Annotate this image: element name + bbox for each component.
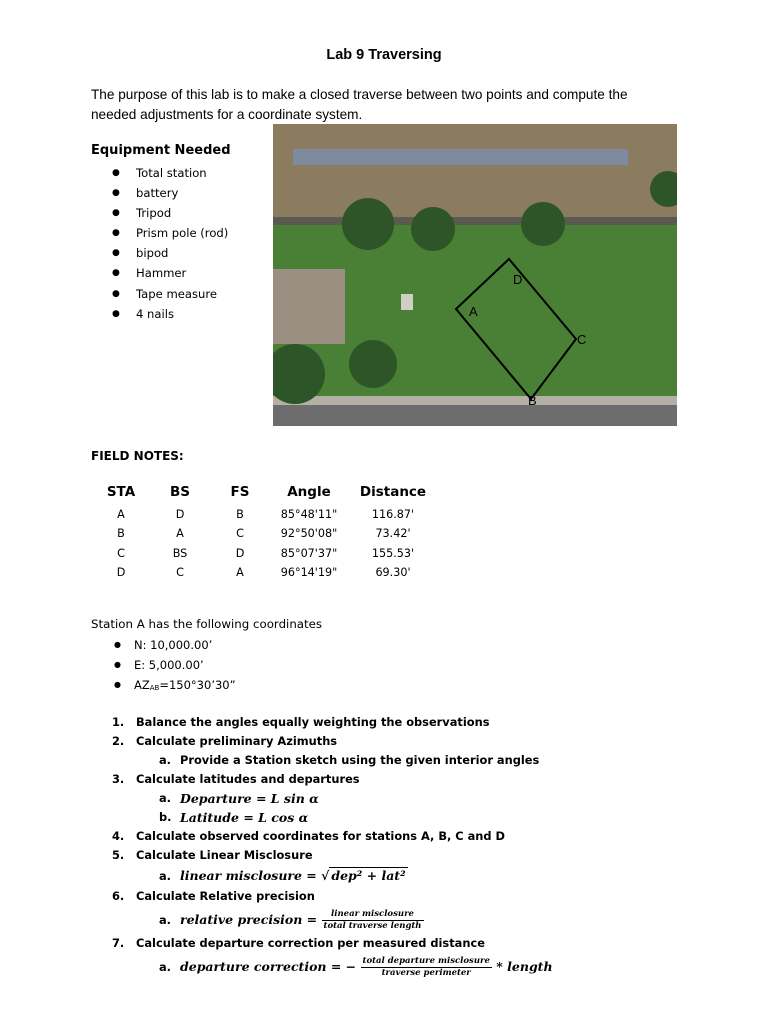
equipment-item: ● bipod — [112, 243, 228, 263]
table-cell: C — [236, 527, 244, 541]
formula-radicand: dep² + lat² — [331, 868, 406, 883]
field-notes-table — [92, 479, 438, 582]
table-cell: B — [236, 508, 244, 522]
small-building — [273, 269, 345, 344]
table-row — [92, 505, 438, 524]
table-row — [92, 524, 438, 543]
table-cell: 85°07'37" — [280, 546, 338, 560]
step-text: Balance the angles equally weighting the observations — [136, 715, 490, 729]
station-label-a: A — [469, 304, 478, 319]
equipment-item: ● battery — [112, 183, 228, 203]
table-cell: BS — [172, 546, 188, 560]
equipment-list — [112, 163, 228, 324]
fraction — [361, 956, 492, 979]
departure-correction-formula — [180, 953, 553, 981]
fraction-denominator: total traverse length — [323, 921, 422, 931]
table-cell: 69.30' — [375, 566, 411, 580]
station-label-d: D — [513, 272, 523, 287]
table-cell: C — [176, 566, 184, 580]
tree — [411, 207, 455, 251]
table-cell: C — [117, 546, 125, 560]
equipment-item: ● Prism pole (rod) — [112, 223, 228, 243]
step-text: Calculate departure correction per measured distance — [136, 936, 485, 950]
step-number: 2. — [112, 734, 125, 748]
coordinate-northing: ● N: 10,000.00’ — [114, 635, 236, 655]
step-number: 1. — [112, 715, 125, 729]
relative-precision-formula — [180, 906, 424, 934]
table-cell: D — [175, 508, 185, 522]
step-number: 7. — [112, 936, 125, 950]
step-text: Calculate latitudes and departures — [136, 772, 360, 786]
tree — [349, 340, 397, 388]
step-text: Calculate Relative precision — [136, 889, 315, 903]
table-cell: B — [117, 527, 125, 541]
intro-paragraph: The purpose of this lab is to make a closed traverse between two points and compute the needed adjustments for a coordinate system. — [91, 87, 628, 122]
step-number: 4. — [112, 829, 125, 843]
column-header: Angle — [287, 484, 331, 500]
table-cell: 73.42' — [375, 527, 411, 541]
azimuth-value: =150°30’30” — [159, 678, 236, 692]
azimuth-ab — [114, 675, 236, 695]
substep-label: b. — [159, 810, 172, 824]
fraction — [322, 909, 424, 932]
equipment-item: ● Tape measure — [112, 284, 228, 304]
station-label-c: C — [577, 332, 587, 347]
table-cell: D — [116, 566, 126, 580]
table-cell: 155.53' — [371, 546, 415, 560]
table-cell: A — [117, 508, 125, 522]
step-number: 5. — [112, 848, 125, 862]
step-number: 6. — [112, 889, 125, 903]
station-label-b: B — [528, 393, 537, 408]
substep-label: a. — [159, 869, 172, 883]
fraction-numerator: total departure misclosure — [362, 956, 490, 966]
equipment-item: ● 4 nails — [112, 304, 228, 324]
azimuth-subscript: AB — [149, 684, 160, 692]
step-number: 3. — [112, 772, 125, 786]
table-cell: 85°48'11" — [280, 508, 338, 522]
fraction-numerator: linear misclosure — [322, 909, 424, 921]
field-notes-heading: FIELD NOTES: — [91, 449, 184, 463]
table-cell: A — [176, 527, 184, 541]
table-cell: 96°14'19" — [280, 566, 338, 580]
coordinate-easting: ● E: 5,000.00’ — [114, 655, 236, 675]
building-roof — [273, 124, 677, 219]
table-header-row — [92, 479, 438, 505]
linear-misclosure-formula: linear misclosure = √ dep² + lat² — [180, 868, 406, 883]
substep-label: a. — [159, 753, 172, 767]
utility-box — [401, 294, 413, 310]
substep-label: a. — [159, 791, 172, 805]
latitude-formula: Latitude = L cos α — [180, 810, 309, 825]
building-edge — [273, 217, 677, 225]
page-title: Lab 9 Traversing — [326, 47, 442, 63]
column-header: STA — [106, 484, 136, 500]
aerial-photo-svg — [273, 124, 677, 426]
fraction-denominator: traverse perimeter — [381, 968, 471, 978]
table-row — [92, 544, 438, 563]
road — [273, 404, 677, 426]
departure-formula: Departure = L sin α — [180, 791, 319, 806]
formula-lhs: relative precision = — [180, 912, 318, 927]
formula-lhs: departure correction = − — [180, 959, 357, 974]
substep-label: a. — [159, 960, 172, 974]
station-a-heading: Station A has the following coordinates — [91, 617, 323, 631]
equipment-item: ● Hammer — [112, 263, 228, 283]
roof-panels — [293, 149, 628, 165]
table-cell: D — [235, 546, 245, 560]
column-header: FS — [230, 484, 250, 500]
table-row — [92, 563, 438, 582]
equipment-heading: Equipment Needed — [91, 143, 231, 158]
formula-rhs: * length — [496, 959, 553, 974]
table-cell: 92°50'08" — [280, 527, 338, 541]
step-text: Calculate observed coordinates for stations A, B, C and D — [136, 829, 505, 843]
table-cell: A — [236, 566, 244, 580]
sidewalk — [273, 396, 677, 405]
formula-lhs: linear misclosure = — [180, 868, 317, 883]
station-a-coordinates — [114, 635, 236, 695]
substep-text: Provide a Station sketch using the given interior angles — [180, 753, 540, 767]
tree — [521, 202, 565, 246]
column-header: Distance — [359, 484, 427, 500]
equipment-item: ● Tripod — [112, 203, 228, 223]
tree — [342, 198, 394, 250]
step-text: Calculate Linear Misclosure — [136, 848, 313, 862]
column-header: BS — [169, 484, 190, 500]
substep-label: a. — [159, 913, 172, 927]
aerial-photo — [273, 124, 677, 426]
equipment-item: ● Total station — [112, 163, 228, 183]
step-text: Calculate preliminary Azimuths — [136, 734, 338, 748]
azimuth-prefix: AZ — [134, 678, 150, 692]
table-cell: 116.87' — [371, 508, 415, 522]
